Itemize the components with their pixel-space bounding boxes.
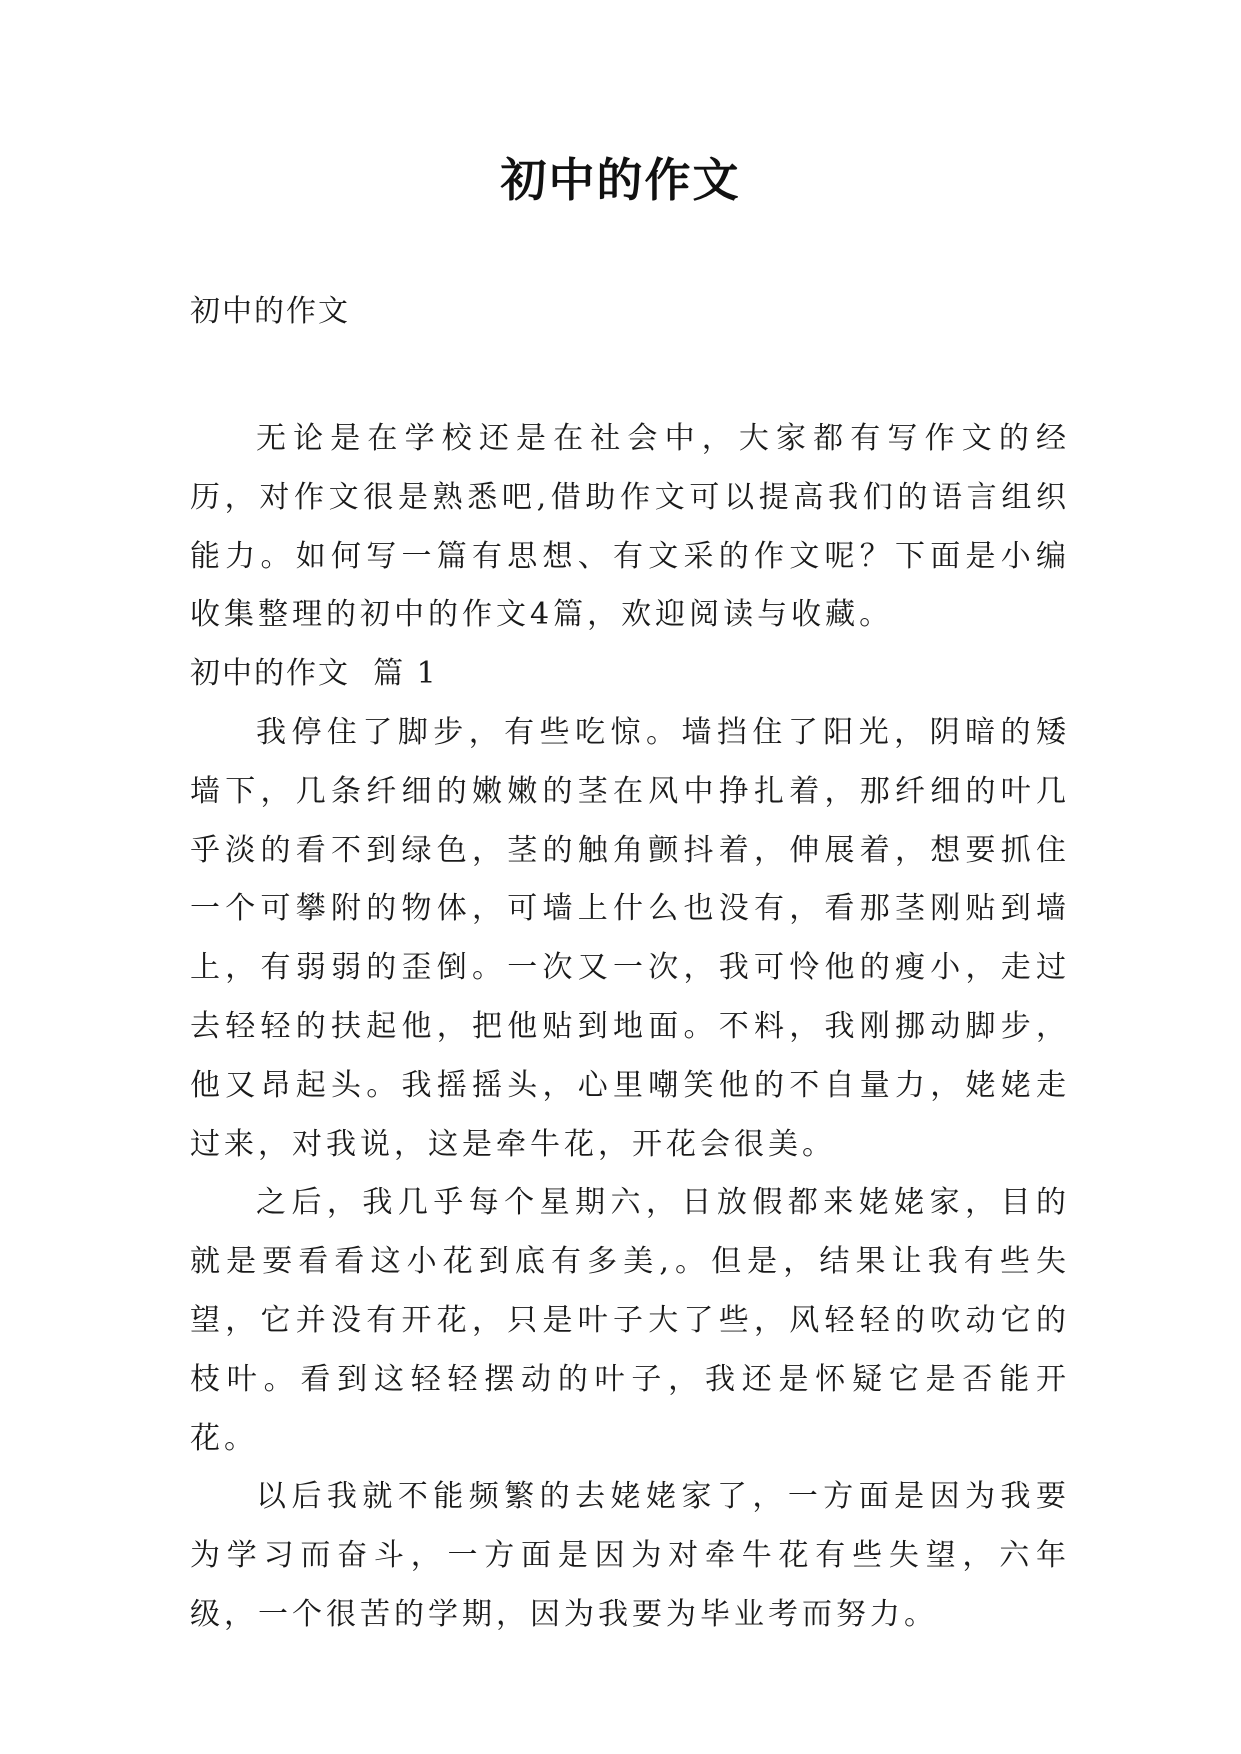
body-paragraph-3: 以后我就不能频繁的去姥姥家了，一方面是因为我要为学习而奋斗，一方面是因为对牵牛花有些失望，六年级，一个很苦的学期，因为我要为毕业考而努力。 xyxy=(190,1479,1070,1632)
body-paragraph-1: 我停住了脚步，有些吃惊。墙挡住了阳光，阴暗的矮墙下，几条纤细的嫩嫩的茎在风中挣扎着，那纤细的叶几乎淡的看不到绿色，茎的触角颤抖着，伸展着，想要抓住一个可攀附的物体，可墙上什么也没有，看那茎刚贴到墙上，有弱弱的歪倒。一次又一次，我可怜他的瘦小，走过去轻轻的扶起他，把他贴到地面。不料，我刚挪动脚步，他又昂起头。我摇摇头，心里嘲笑他的不自量力，姥姥走过来，对我说，这是牵牛花，开花会很美。 xyxy=(190,714,1070,1162)
intro-paragraph: 无论是在学校还是在社会中，大家都有写作文的经历，对作文很是熟悉吧,借助作文可以提高我们的语言组织能力。如何写一篇有思想、有文采的作文呢？下面是小编收集整理的初中的作文4篇，欢迎阅读与收藏。 xyxy=(190,421,1070,633)
document-title: 初中的作文 xyxy=(500,153,741,207)
body-paragraph-2: 之后，我几乎每个星期六，日放假都来姥姥家，目的就是要看看这小花到底有多美,。但是，结果让我有些失望，它并没有开花，只是叶子大了些，风轻轻的吹动它的枝叶。看到这轻轻摆动的叶子，我还是怀疑它是否能开花。 xyxy=(190,1185,1070,1456)
document-body xyxy=(190,410,1070,1645)
section-heading: 初中的作文 篇 1 xyxy=(190,656,438,692)
document-subtitle: 初中的作文 xyxy=(190,294,350,329)
